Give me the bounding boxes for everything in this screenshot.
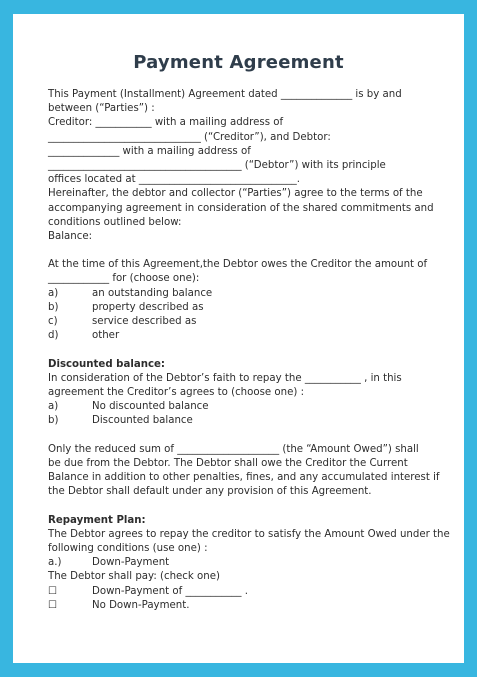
document-body <box>48 88 450 613</box>
discount-option-b <box>48 414 438 428</box>
spacer <box>48 244 438 258</box>
repayment-heading: Repayment Plan: <box>48 514 146 526</box>
pay-option-no-down-payment[interactable] <box>48 599 438 613</box>
balance-text-line: ____________ for (choose one): <box>48 273 200 285</box>
intro-line: conditions outlined below: <box>48 216 182 228</box>
option-text: No discounted balance <box>92 401 209 413</box>
option-marker: a) <box>48 401 59 413</box>
balance-option-c <box>48 315 438 329</box>
balance-option-b <box>48 301 438 315</box>
option-marker: d) <box>48 330 59 342</box>
option-text: No Down-Payment. <box>92 599 190 611</box>
document-title: Payment Agreement <box>133 52 344 73</box>
discount-heading: Discounted balance: <box>48 358 165 370</box>
discount-text-line: agreement the Creditor’s agrees to (choose one) : <box>48 386 305 398</box>
discount-option-a <box>48 400 438 414</box>
option-marker: a) <box>48 287 59 299</box>
option-marker: c) <box>48 316 58 327</box>
option-text: Down-Payment of ___________ . <box>92 585 248 597</box>
balance-text-line: At the time of this Agreement,the Debtor owes the Creditor the amount of <box>48 259 428 271</box>
repay-text-line: following conditions (use one) : <box>48 543 208 554</box>
spacer <box>48 499 438 513</box>
intro-line: between (“Parties”) : <box>48 103 155 115</box>
checkbox-icon[interactable]: ☐ <box>48 585 58 597</box>
option-text: Down-Payment <box>92 557 170 569</box>
balance-label: Balance: <box>48 230 93 242</box>
balance-option-a <box>48 287 438 301</box>
option-marker: b) <box>48 415 59 427</box>
option-text: other <box>92 330 120 342</box>
option-text: property described as <box>92 301 204 313</box>
owed-text-line: the Debtor shall default under any provision of this Agreement. <box>48 486 372 498</box>
intro-line: This Payment (Installment) Agreement dated ______________ is by and <box>48 89 402 100</box>
intro-line: ______________ with a mailing address of <box>48 145 251 157</box>
option-text: service described as <box>92 316 197 327</box>
intro-line: offices located at _______________________________. <box>48 174 300 186</box>
option-marker: a.) <box>48 557 62 569</box>
checkbox-icon[interactable]: ☐ <box>48 599 58 611</box>
intro-line: ______________________________ (“Creditor”), and Debtor: <box>48 131 331 143</box>
document-page <box>13 14 464 663</box>
owed-text-line: Balance in addition to other penalties, fines, and any accumulated interest if <box>48 472 440 484</box>
pay-option-down-payment[interactable] <box>48 585 438 599</box>
balance-option-d <box>48 329 438 343</box>
spacer <box>48 429 438 443</box>
repay-option-a <box>48 556 438 570</box>
repay-text-line: The Debtor agrees to repay the creditor to satisfy the Amount Owed under the <box>48 528 450 540</box>
option-marker: b) <box>48 301 59 313</box>
intro-line: Hereinafter, the debtor and collector (“Parties”) agree to the terms of the <box>48 188 423 200</box>
spacer <box>48 343 438 357</box>
owed-text-line: Only the reduced sum of ____________________ (the “Amount Owed”) shall <box>48 443 419 455</box>
intro-line: Creditor: ___________ with a mailing address of <box>48 117 284 129</box>
owed-text-line: be due from the Debtor. The Debtor shall owe the Creditor the Current <box>48 457 408 469</box>
intro-line: accompanying agreement in consideration of the shared commitments and <box>48 202 434 214</box>
option-text: an outstanding balance <box>92 287 213 299</box>
option-text: Discounted balance <box>92 415 193 427</box>
pay-line: The Debtor shall pay: (check one) <box>48 571 220 583</box>
intro-line: ______________________________________ (“Debtor”) with its principle <box>48 159 386 171</box>
discount-text-line: In consideration of the Debtor’s faith to repay the ___________ , in this <box>48 372 402 384</box>
